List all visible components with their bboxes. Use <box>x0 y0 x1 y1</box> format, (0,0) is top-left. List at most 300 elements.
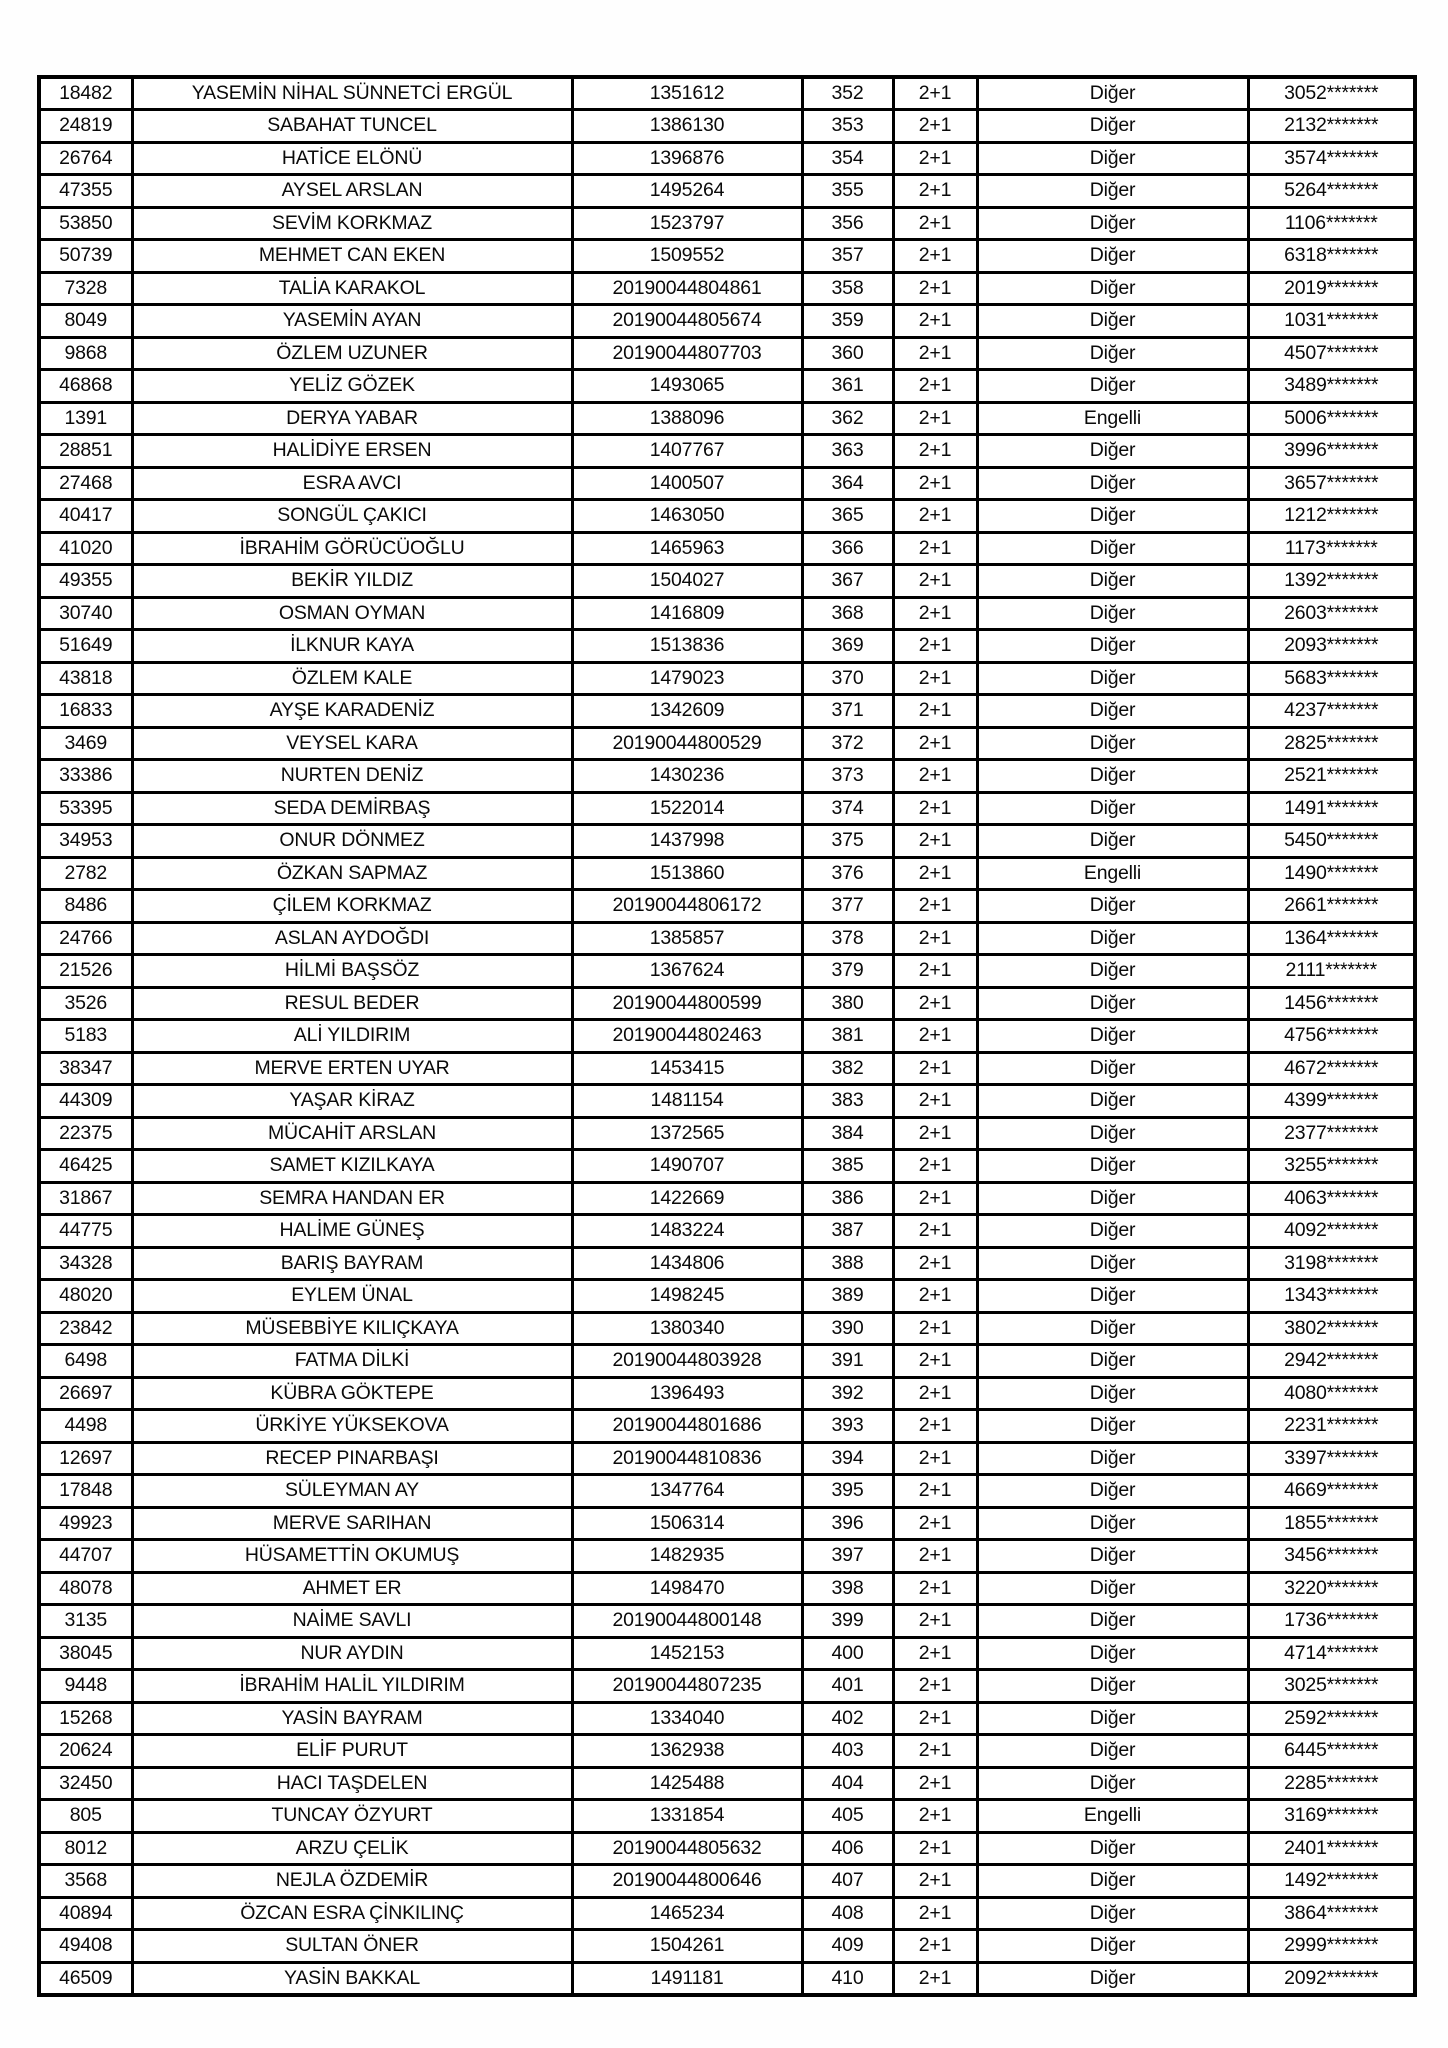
cell-application-no: 1483224 <box>572 1215 802 1248</box>
cell-masked-number: 3802******* <box>1248 1312 1415 1345</box>
cell-unit-type: 2+1 <box>893 1572 977 1605</box>
cell-id: 12697 <box>39 1442 132 1475</box>
cell-masked-number: 5450******* <box>1248 825 1415 858</box>
cell-category: Diğer <box>977 760 1248 793</box>
cell-masked-number: 2132******* <box>1248 110 1415 143</box>
cell-unit-type: 2+1 <box>893 272 977 305</box>
table-row <box>39 630 1415 663</box>
cell-name: SAMET KIZILKAYA <box>132 1150 572 1183</box>
cell-application-no: 1513860 <box>572 857 802 890</box>
cell-category: Diğer <box>977 1117 1248 1150</box>
cell-id: 47355 <box>39 175 132 208</box>
cell-unit-type: 2+1 <box>893 1670 977 1703</box>
cell-application-no: 1342609 <box>572 695 802 728</box>
table-row <box>39 532 1415 565</box>
cell-rank: 354 <box>802 142 893 175</box>
cell-name: FATMA DİLKİ <box>132 1345 572 1378</box>
cell-masked-number: 2592******* <box>1248 1702 1415 1735</box>
cell-application-no: 1331854 <box>572 1800 802 1833</box>
cell-masked-number: 3198******* <box>1248 1247 1415 1280</box>
table-row <box>39 1150 1415 1183</box>
cell-name: BARIŞ BAYRAM <box>132 1247 572 1280</box>
cell-category: Diğer <box>977 435 1248 468</box>
cell-category: Diğer <box>977 337 1248 370</box>
cell-id: 23842 <box>39 1312 132 1345</box>
cell-name: OSMAN OYMAN <box>132 597 572 630</box>
cell-rank: 357 <box>802 240 893 273</box>
cell-category: Diğer <box>977 77 1248 110</box>
cell-unit-type: 2+1 <box>893 987 977 1020</box>
cell-masked-number: 3169******* <box>1248 1800 1415 1833</box>
cell-id: 28851 <box>39 435 132 468</box>
cell-rank: 363 <box>802 435 893 468</box>
table-row <box>39 1312 1415 1345</box>
cell-rank: 394 <box>802 1442 893 1475</box>
cell-masked-number: 1343******* <box>1248 1280 1415 1313</box>
cell-rank: 360 <box>802 337 893 370</box>
cell-masked-number: 3052******* <box>1248 77 1415 110</box>
cell-category: Diğer <box>977 175 1248 208</box>
cell-application-no: 1400507 <box>572 467 802 500</box>
cell-masked-number: 4669******* <box>1248 1475 1415 1508</box>
cell-rank: 376 <box>802 857 893 890</box>
cell-name: ÇİLEM KORKMAZ <box>132 890 572 923</box>
cell-rank: 409 <box>802 1930 893 1963</box>
cell-application-no: 1453415 <box>572 1052 802 1085</box>
cell-name: ASLAN AYDOĞDI <box>132 922 572 955</box>
cell-category: Diğer <box>977 565 1248 598</box>
cell-unit-type: 2+1 <box>893 565 977 598</box>
cell-application-no: 1396493 <box>572 1377 802 1410</box>
cell-id: 3568 <box>39 1865 132 1898</box>
cell-masked-number: 5006******* <box>1248 402 1415 435</box>
cell-rank: 359 <box>802 305 893 338</box>
cell-application-no: 1479023 <box>572 662 802 695</box>
cell-application-no: 1380340 <box>572 1312 802 1345</box>
table-row <box>39 1507 1415 1540</box>
cell-application-no: 1334040 <box>572 1702 802 1735</box>
table-row <box>39 1702 1415 1735</box>
cell-id: 43818 <box>39 662 132 695</box>
cell-id: 9448 <box>39 1670 132 1703</box>
cell-id: 48078 <box>39 1572 132 1605</box>
cell-masked-number: 3397******* <box>1248 1442 1415 1475</box>
cell-name: SEDA DEMİRBAŞ <box>132 792 572 825</box>
cell-category: Diğer <box>977 142 1248 175</box>
cell-category: Diğer <box>977 1735 1248 1768</box>
cell-application-no: 20190044807703 <box>572 337 802 370</box>
cell-masked-number: 1173******* <box>1248 532 1415 565</box>
cell-category: Diğer <box>977 1150 1248 1183</box>
cell-name: ELİF PURUT <box>132 1735 572 1768</box>
cell-category: Diğer <box>977 532 1248 565</box>
table-row <box>39 1442 1415 1475</box>
table-row <box>39 1897 1415 1930</box>
cell-category: Diğer <box>977 1930 1248 1963</box>
cell-id: 41020 <box>39 532 132 565</box>
cell-category: Diğer <box>977 207 1248 240</box>
cell-category: Diğer <box>977 1247 1248 1280</box>
cell-rank: 380 <box>802 987 893 1020</box>
cell-unit-type: 2+1 <box>893 1312 977 1345</box>
cell-category: Diğer <box>977 727 1248 760</box>
cell-application-no: 1465234 <box>572 1897 802 1930</box>
cell-masked-number: 2019******* <box>1248 272 1415 305</box>
cell-application-no: 20190044800529 <box>572 727 802 760</box>
cell-application-no: 1351612 <box>572 77 802 110</box>
table-row <box>39 500 1415 533</box>
cell-application-no: 20190044800148 <box>572 1605 802 1638</box>
cell-unit-type: 2+1 <box>893 1182 977 1215</box>
table-row <box>39 1962 1415 1995</box>
cell-id: 44775 <box>39 1215 132 1248</box>
cell-id: 15268 <box>39 1702 132 1735</box>
cell-name: MÜSEBBİYE KILIÇKAYA <box>132 1312 572 1345</box>
table-row <box>39 1117 1415 1150</box>
cell-rank: 368 <box>802 597 893 630</box>
table-row <box>39 1475 1415 1508</box>
cell-masked-number: 3456******* <box>1248 1540 1415 1573</box>
cell-application-no: 1523797 <box>572 207 802 240</box>
cell-masked-number: 5264******* <box>1248 175 1415 208</box>
cell-application-no: 1437998 <box>572 825 802 858</box>
cell-name: MERVE ERTEN UYAR <box>132 1052 572 1085</box>
cell-id: 38045 <box>39 1637 132 1670</box>
cell-unit-type: 2+1 <box>893 1702 977 1735</box>
cell-name: SÜLEYMAN AY <box>132 1475 572 1508</box>
cell-unit-type: 2+1 <box>893 1962 977 1995</box>
cell-unit-type: 2+1 <box>893 1020 977 1053</box>
table-row <box>39 1182 1415 1215</box>
table-row <box>39 272 1415 305</box>
cell-application-no: 1509552 <box>572 240 802 273</box>
table-row <box>39 825 1415 858</box>
cell-id: 26764 <box>39 142 132 175</box>
cell-application-no: 20190044805674 <box>572 305 802 338</box>
cell-name: MERVE SARIHAN <box>132 1507 572 1540</box>
cell-unit-type: 2+1 <box>893 402 977 435</box>
cell-application-no: 1422669 <box>572 1182 802 1215</box>
table-row <box>39 1345 1415 1378</box>
cell-application-no: 1465963 <box>572 532 802 565</box>
cell-masked-number: 3657******* <box>1248 467 1415 500</box>
table-row <box>39 142 1415 175</box>
cell-id: 46868 <box>39 370 132 403</box>
table-row <box>39 1410 1415 1443</box>
cell-category: Diğer <box>977 370 1248 403</box>
cell-name: MÜCAHİT ARSLAN <box>132 1117 572 1150</box>
table-row <box>39 1572 1415 1605</box>
cell-rank: 408 <box>802 1897 893 1930</box>
cell-application-no: 1490707 <box>572 1150 802 1183</box>
cell-rank: 377 <box>802 890 893 923</box>
cell-unit-type: 2+1 <box>893 727 977 760</box>
table-row <box>39 1832 1415 1865</box>
cell-id: 33386 <box>39 760 132 793</box>
cell-category: Diğer <box>977 922 1248 955</box>
cell-id: 1391 <box>39 402 132 435</box>
cell-rank: 379 <box>802 955 893 988</box>
cell-masked-number: 1456******* <box>1248 987 1415 1020</box>
cell-masked-number: 5683******* <box>1248 662 1415 695</box>
cell-application-no: 20190044805632 <box>572 1832 802 1865</box>
cell-rank: 373 <box>802 760 893 793</box>
table-row <box>39 467 1415 500</box>
cell-masked-number: 4672******* <box>1248 1052 1415 1085</box>
cell-category: Diğer <box>977 1702 1248 1735</box>
cell-masked-number: 2285******* <box>1248 1767 1415 1800</box>
table-row <box>39 110 1415 143</box>
cell-name: AYSEL ARSLAN <box>132 175 572 208</box>
table-row <box>39 1637 1415 1670</box>
cell-name: YASİN BAKKAL <box>132 1962 572 1995</box>
cell-unit-type: 2+1 <box>893 1540 977 1573</box>
cell-rank: 404 <box>802 1767 893 1800</box>
cell-id: 44309 <box>39 1085 132 1118</box>
cell-masked-number: 1031******* <box>1248 305 1415 338</box>
cell-rank: 358 <box>802 272 893 305</box>
cell-name: EYLEM ÜNAL <box>132 1280 572 1313</box>
cell-rank: 371 <box>802 695 893 728</box>
table-row <box>39 337 1415 370</box>
cell-category: Diğer <box>977 1312 1248 1345</box>
cell-name: HACI TAŞDELEN <box>132 1767 572 1800</box>
cell-masked-number: 1106******* <box>1248 207 1415 240</box>
table-row <box>39 955 1415 988</box>
cell-rank: 374 <box>802 792 893 825</box>
cell-id: 53395 <box>39 792 132 825</box>
cell-masked-number: 2825******* <box>1248 727 1415 760</box>
cell-category: Diğer <box>977 1085 1248 1118</box>
table-row <box>39 565 1415 598</box>
cell-category: Diğer <box>977 1637 1248 1670</box>
table-row <box>39 1377 1415 1410</box>
table-row <box>39 792 1415 825</box>
cell-application-no: 1482935 <box>572 1540 802 1573</box>
cell-unit-type: 2+1 <box>893 1735 977 1768</box>
table-row <box>39 695 1415 728</box>
cell-rank: 389 <box>802 1280 893 1313</box>
cell-name: İBRAHİM GÖRÜCÜOĞLU <box>132 532 572 565</box>
cell-id: 50739 <box>39 240 132 273</box>
cell-application-no: 1362938 <box>572 1735 802 1768</box>
table-row <box>39 1800 1415 1833</box>
cell-category: Diğer <box>977 1052 1248 1085</box>
cell-name: İLKNUR KAYA <box>132 630 572 663</box>
cell-rank: 391 <box>802 1345 893 1378</box>
cell-application-no: 1498245 <box>572 1280 802 1313</box>
table-row <box>39 597 1415 630</box>
cell-id: 27468 <box>39 467 132 500</box>
cell-rank: 387 <box>802 1215 893 1248</box>
cell-rank: 392 <box>802 1377 893 1410</box>
cell-unit-type: 2+1 <box>893 1800 977 1833</box>
cell-application-no: 20190044801686 <box>572 1410 802 1443</box>
cell-id: 40894 <box>39 1897 132 1930</box>
cell-category: Diğer <box>977 1345 1248 1378</box>
cell-id: 21526 <box>39 955 132 988</box>
cell-id: 6498 <box>39 1345 132 1378</box>
cell-unit-type: 2+1 <box>893 1605 977 1638</box>
cell-category: Diğer <box>977 305 1248 338</box>
cell-unit-type: 2+1 <box>893 337 977 370</box>
cell-unit-type: 2+1 <box>893 1085 977 1118</box>
cell-name: ESRA AVCI <box>132 467 572 500</box>
cell-category: Diğer <box>977 987 1248 1020</box>
cell-application-no: 20190044800646 <box>572 1865 802 1898</box>
cell-unit-type: 2+1 <box>893 1280 977 1313</box>
cell-category: Diğer <box>977 1767 1248 1800</box>
cell-masked-number: 6445******* <box>1248 1735 1415 1768</box>
table-row <box>39 1930 1415 1963</box>
cell-rank: 361 <box>802 370 893 403</box>
cell-rank: 352 <box>802 77 893 110</box>
cell-unit-type: 2+1 <box>893 955 977 988</box>
cell-category: Diğer <box>977 695 1248 728</box>
cell-category: Diğer <box>977 1962 1248 1995</box>
table-row <box>39 370 1415 403</box>
cell-masked-number: 4080******* <box>1248 1377 1415 1410</box>
cell-category: Engelli <box>977 857 1248 890</box>
cell-name: HALİME GÜNEŞ <box>132 1215 572 1248</box>
cell-name: TALİA KARAKOL <box>132 272 572 305</box>
cell-name: BEKİR YILDIZ <box>132 565 572 598</box>
cell-unit-type: 2+1 <box>893 890 977 923</box>
cell-id: 49408 <box>39 1930 132 1963</box>
table-row <box>39 1247 1415 1280</box>
cell-unit-type: 2+1 <box>893 1377 977 1410</box>
cell-name: MEHMET CAN EKEN <box>132 240 572 273</box>
table-row <box>39 1020 1415 1053</box>
cell-unit-type: 2+1 <box>893 532 977 565</box>
table-body <box>39 77 1415 1995</box>
cell-category: Diğer <box>977 1605 1248 1638</box>
cell-name: YELİZ GÖZEK <box>132 370 572 403</box>
cell-application-no: 1452153 <box>572 1637 802 1670</box>
cell-category: Diğer <box>977 1897 1248 1930</box>
cell-masked-number: 1364******* <box>1248 922 1415 955</box>
cell-name: HÜSAMETTİN OKUMUŞ <box>132 1540 572 1573</box>
cell-id: 8049 <box>39 305 132 338</box>
cell-name: TUNCAY ÖZYURT <box>132 1800 572 1833</box>
cell-id: 17848 <box>39 1475 132 1508</box>
cell-application-no: 1522014 <box>572 792 802 825</box>
cell-masked-number: 1392******* <box>1248 565 1415 598</box>
cell-rank: 386 <box>802 1182 893 1215</box>
cell-category: Diğer <box>977 500 1248 533</box>
cell-unit-type: 2+1 <box>893 760 977 793</box>
cell-category: Diğer <box>977 630 1248 663</box>
cell-category: Diğer <box>977 1475 1248 1508</box>
table-row <box>39 857 1415 890</box>
cell-id: 48020 <box>39 1280 132 1313</box>
cell-id: 20624 <box>39 1735 132 1768</box>
cell-application-no: 20190044803928 <box>572 1345 802 1378</box>
cell-application-no: 1463050 <box>572 500 802 533</box>
cell-masked-number: 4714******* <box>1248 1637 1415 1670</box>
cell-category: Diğer <box>977 1280 1248 1313</box>
cell-name: YASEMİN NİHAL SÜNNETCİ ERGÜL <box>132 77 572 110</box>
cell-rank: 372 <box>802 727 893 760</box>
cell-rank: 407 <box>802 1865 893 1898</box>
cell-unit-type: 2+1 <box>893 1442 977 1475</box>
cell-masked-number: 3255******* <box>1248 1150 1415 1183</box>
cell-name: VEYSEL KARA <box>132 727 572 760</box>
cell-name: AHMET ER <box>132 1572 572 1605</box>
cell-application-no: 1504261 <box>572 1930 802 1963</box>
cell-unit-type: 2+1 <box>893 630 977 663</box>
cell-rank: 393 <box>802 1410 893 1443</box>
cell-application-no: 20190044806172 <box>572 890 802 923</box>
cell-name: ARZU ÇELİK <box>132 1832 572 1865</box>
table-row <box>39 207 1415 240</box>
cell-masked-number: 2092******* <box>1248 1962 1415 1995</box>
cell-name: ÖZLEM UZUNER <box>132 337 572 370</box>
cell-unit-type: 2+1 <box>893 1345 977 1378</box>
cell-rank: 369 <box>802 630 893 663</box>
cell-id: 3469 <box>39 727 132 760</box>
cell-name: YASEMİN AYAN <box>132 305 572 338</box>
table-row <box>39 435 1415 468</box>
table-row <box>39 760 1415 793</box>
cell-masked-number: 3025******* <box>1248 1670 1415 1703</box>
table-row <box>39 1767 1415 1800</box>
cell-name: HİLMİ BAŞSÖZ <box>132 955 572 988</box>
cell-name: İBRAHİM HALİL YILDIRIM <box>132 1670 572 1703</box>
cell-name: AYŞE KARADENİZ <box>132 695 572 728</box>
cell-name: KÜBRA GÖKTEPE <box>132 1377 572 1410</box>
cell-unit-type: 2+1 <box>893 467 977 500</box>
cell-application-no: 1506314 <box>572 1507 802 1540</box>
table-row <box>39 77 1415 110</box>
cell-rank: 388 <box>802 1247 893 1280</box>
cell-id: 49923 <box>39 1507 132 1540</box>
cell-category: Engelli <box>977 1800 1248 1833</box>
cell-application-no: 1434806 <box>572 1247 802 1280</box>
cell-masked-number: 1212******* <box>1248 500 1415 533</box>
table-row <box>39 1280 1415 1313</box>
table-row <box>39 1605 1415 1638</box>
cell-name: SULTAN ÖNER <box>132 1930 572 1963</box>
cell-id: 34953 <box>39 825 132 858</box>
cell-category: Engelli <box>977 402 1248 435</box>
cell-id: 38347 <box>39 1052 132 1085</box>
cell-masked-number: 2942******* <box>1248 1345 1415 1378</box>
cell-category: Diğer <box>977 272 1248 305</box>
cell-application-no: 1495264 <box>572 175 802 208</box>
cell-masked-number: 3996******* <box>1248 435 1415 468</box>
cell-masked-number: 2377******* <box>1248 1117 1415 1150</box>
cell-category: Diğer <box>977 240 1248 273</box>
cell-unit-type: 2+1 <box>893 1865 977 1898</box>
cell-category: Diğer <box>977 890 1248 923</box>
cell-unit-type: 2+1 <box>893 695 977 728</box>
cell-name: NAİME SAVLI <box>132 1605 572 1638</box>
cell-id: 4498 <box>39 1410 132 1443</box>
cell-rank: 364 <box>802 467 893 500</box>
table-row <box>39 1540 1415 1573</box>
cell-application-no: 1425488 <box>572 1767 802 1800</box>
cell-category: Diğer <box>977 1020 1248 1053</box>
cell-masked-number: 4092******* <box>1248 1215 1415 1248</box>
cell-unit-type: 2+1 <box>893 1150 977 1183</box>
cell-masked-number: 3489******* <box>1248 370 1415 403</box>
cell-category: Diğer <box>977 1540 1248 1573</box>
cell-name: ÖZCAN ESRA ÇİNKILINÇ <box>132 1897 572 1930</box>
cell-rank: 366 <box>802 532 893 565</box>
table-row <box>39 402 1415 435</box>
cell-rank: 403 <box>802 1735 893 1768</box>
